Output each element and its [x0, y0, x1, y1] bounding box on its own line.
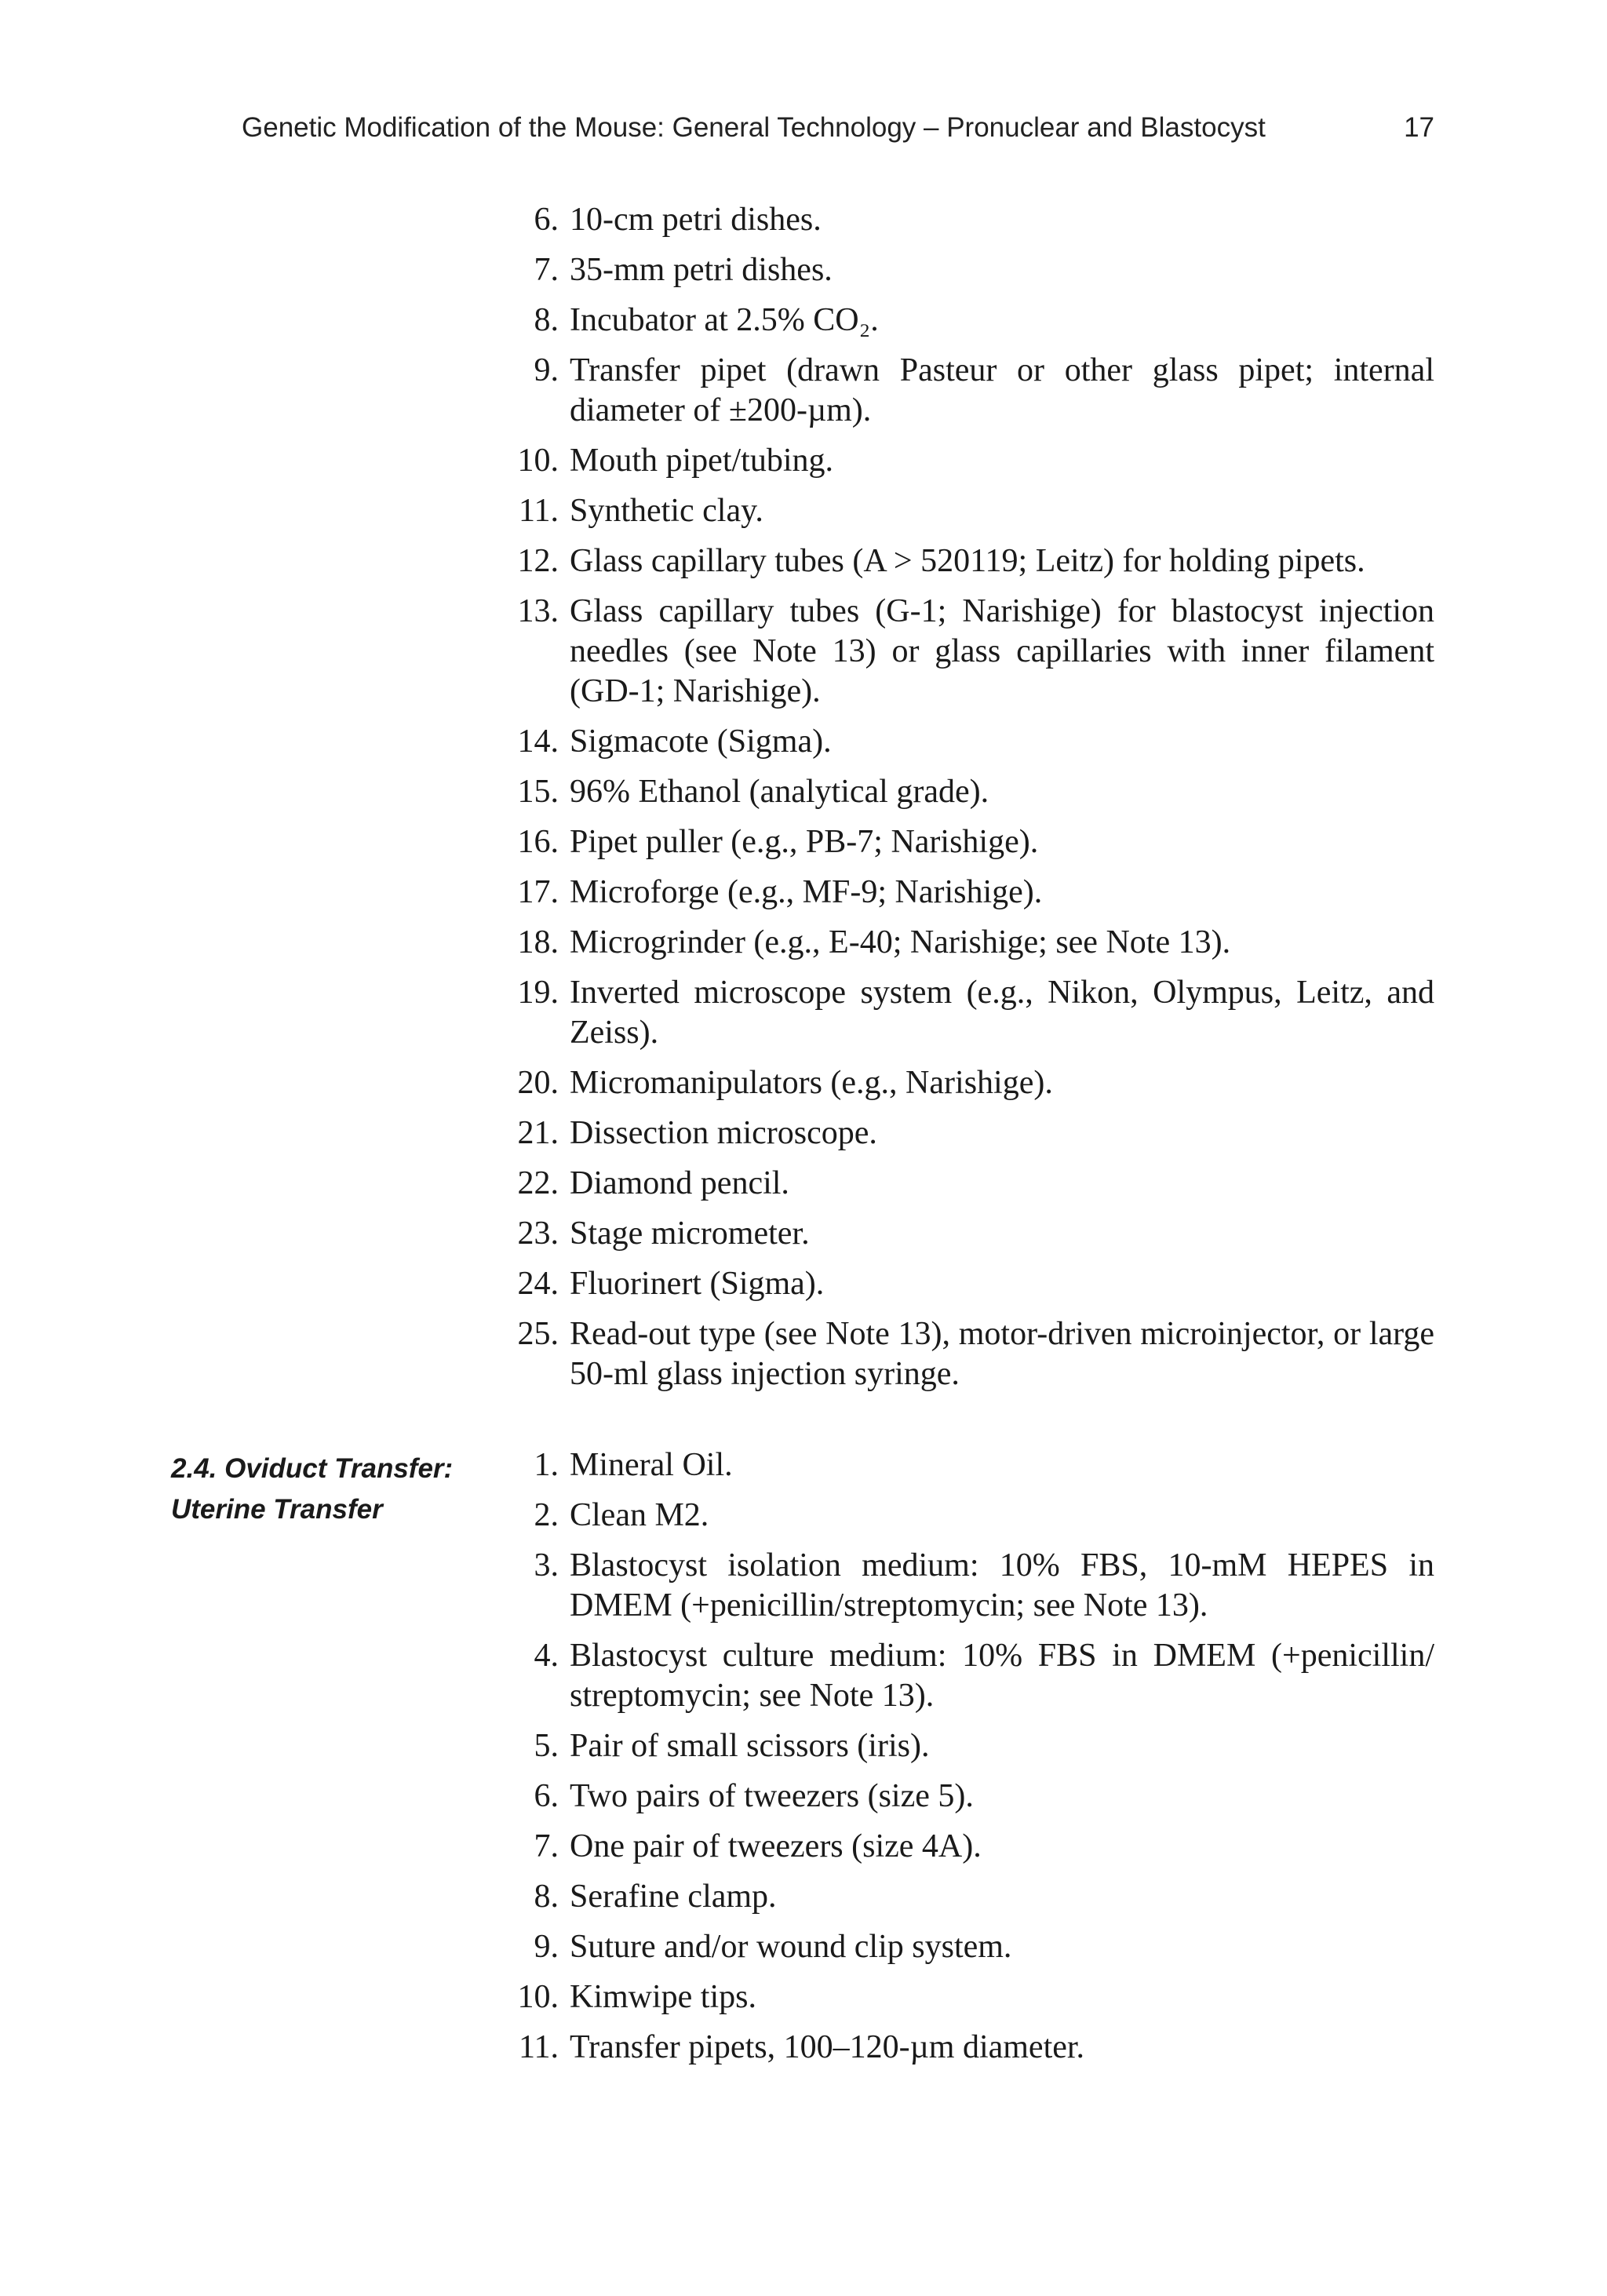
- item-text: Transfer pipet (drawn Pasteur or other glass pipet; internal diameter of ±200-µm).: [570, 352, 1434, 428]
- list-item: [502, 1264, 1434, 1304]
- list-item: [502, 1636, 1434, 1716]
- item-text: Incubator at 2.5% CO₂.: [570, 302, 879, 338]
- running-title: Genetic Modification of the Mouse: General Technology – Pronuclear and Blastocyst: [242, 112, 1266, 143]
- list-item: [502, 1063, 1434, 1103]
- list-item: [502, 973, 1434, 1053]
- item-number: 19.: [517, 975, 559, 1011]
- item-text: Fluorinert (Sigma).: [570, 1266, 825, 1302]
- list-item: [502, 301, 1434, 341]
- item-text: Read-out type (see Note 13), motor-driven microinjector, or large 50-ml glass injection syringe.: [570, 1316, 1434, 1392]
- item-number: 12.: [517, 543, 559, 579]
- list-item: [502, 250, 1434, 290]
- item-text: Mouth pipet/tubing.: [570, 443, 833, 479]
- equipment-list-continued: [502, 200, 1434, 1405]
- item-text: Stage micrometer.: [570, 1215, 810, 1252]
- item-text: Glass capillary tubes (A > 520119; Leitz) for holding pipets.: [570, 543, 1365, 579]
- list-item: [502, 2028, 1434, 2068]
- list-item: [502, 1314, 1434, 1394]
- item-number: 21.: [517, 1115, 559, 1151]
- list-item: [502, 1113, 1434, 1153]
- list-item: [502, 592, 1434, 712]
- item-text: Dissection microscope.: [570, 1115, 877, 1151]
- item-number: 7.: [534, 252, 559, 288]
- item-text: Synthetic clay.: [570, 493, 763, 529]
- item-number: 10.: [517, 1979, 559, 2015]
- item-text: Blastocyst culture medium: 10% FBS in DMEM (+penicillin/ streptomycin; see Note 13).: [570, 1638, 1434, 1714]
- item-number: 4.: [534, 1638, 559, 1674]
- list-item: [502, 1977, 1434, 2017]
- item-number: 15.: [517, 774, 559, 810]
- item-text: Glass capillary tubes (G-1; Narishige) for blastocyst injection needles (see Note 13) or glass capillaries with inner filament (GD-1; Narishige).: [570, 593, 1434, 709]
- item-number: 7.: [534, 1828, 559, 1864]
- list-item: [502, 1726, 1434, 1766]
- list-item: [502, 822, 1434, 862]
- item-text: Pipet puller (e.g., PB-7; Narishige).: [570, 824, 1039, 860]
- item-number: 13.: [517, 593, 559, 629]
- item-number: 6.: [534, 202, 559, 238]
- item-text: Microforge (e.g., MF-9; Narishige).: [570, 874, 1043, 910]
- item-text: 96% Ethanol (analytical grade).: [570, 774, 989, 810]
- item-number: 18.: [517, 924, 559, 960]
- list-item: [502, 722, 1434, 762]
- item-number: 24.: [517, 1266, 559, 1302]
- item-number: 22.: [517, 1165, 559, 1201]
- page-number: 17: [1404, 112, 1434, 143]
- list-item: [502, 441, 1434, 481]
- item-text: One pair of tweezers (size 4A).: [570, 1828, 982, 1864]
- list-item: [502, 1827, 1434, 1867]
- item-text: Suture and/or wound clip system.: [570, 1929, 1012, 1965]
- item-number: 10.: [517, 443, 559, 479]
- list-item: [502, 873, 1434, 913]
- item-number: 20.: [517, 1065, 559, 1101]
- item-number: 1.: [534, 1447, 559, 1483]
- item-number: 11.: [519, 2029, 559, 2065]
- item-text: Serafine clamp.: [570, 1879, 777, 1915]
- section-heading-line2: Uterine Transfer: [171, 1494, 383, 1525]
- item-text: Diamond pencil.: [570, 1165, 789, 1201]
- item-text: Sigmacote (Sigma).: [570, 723, 832, 760]
- item-text: Microgrinder (e.g., E-40; Narishige; see Note 13).: [570, 924, 1231, 960]
- oviduct-transfer-list: [502, 1445, 1434, 2078]
- list-item: [502, 1877, 1434, 1917]
- list-item: [502, 200, 1434, 240]
- item-text: Kimwipe tips.: [570, 1979, 756, 2015]
- list-item: [502, 1164, 1434, 1204]
- item-text: Clean M2.: [570, 1497, 709, 1533]
- item-text: 10-cm petri dishes.: [570, 202, 822, 238]
- item-text: Inverted microscope system (e.g., Nikon, Olympus, Leitz, and Zeiss).: [570, 975, 1434, 1051]
- list-item: [502, 1496, 1434, 1536]
- list-item: [502, 1546, 1434, 1626]
- list-item: [502, 1927, 1434, 1967]
- item-number: 8.: [534, 302, 559, 338]
- item-text: Micromanipulators (e.g., Narishige).: [570, 1065, 1053, 1101]
- list-item: [502, 923, 1434, 963]
- list-item: [502, 1445, 1434, 1485]
- item-text: Two pairs of tweezers (size 5).: [570, 1778, 974, 1814]
- list-item: [502, 351, 1434, 431]
- list-item: [502, 1214, 1434, 1254]
- item-number: 6.: [534, 1778, 559, 1814]
- item-number: 5.: [534, 1728, 559, 1764]
- item-text: Blastocyst isolation medium: 10% FBS, 10-mM HEPES in DMEM (+penicillin/streptomycin; see Note 13).: [570, 1547, 1434, 1624]
- item-number: 11.: [519, 493, 559, 529]
- item-number: 3.: [534, 1547, 559, 1584]
- item-text: Pair of small scissors (iris).: [570, 1728, 930, 1764]
- list-item: [502, 1777, 1434, 1817]
- section-heading-line1: 2.4. Oviduct Transfer:: [171, 1453, 454, 1484]
- list-item: [502, 491, 1434, 531]
- list-item: [502, 541, 1434, 581]
- item-number: 25.: [517, 1316, 559, 1352]
- item-text: 35-mm petri dishes.: [570, 252, 833, 288]
- item-number: 9.: [534, 352, 559, 388]
- item-text: Mineral Oil.: [570, 1447, 733, 1483]
- item-number: 8.: [534, 1879, 559, 1915]
- list-item: [502, 772, 1434, 812]
- item-number: 23.: [517, 1215, 559, 1252]
- section-heading: [171, 1449, 469, 1530]
- item-number: 14.: [517, 723, 559, 760]
- item-number: 16.: [517, 824, 559, 860]
- item-text: Transfer pipets, 100–120-µm diameter.: [570, 2029, 1085, 2065]
- item-number: 9.: [534, 1929, 559, 1965]
- item-number: 17.: [517, 874, 559, 910]
- item-number: 2.: [534, 1497, 559, 1533]
